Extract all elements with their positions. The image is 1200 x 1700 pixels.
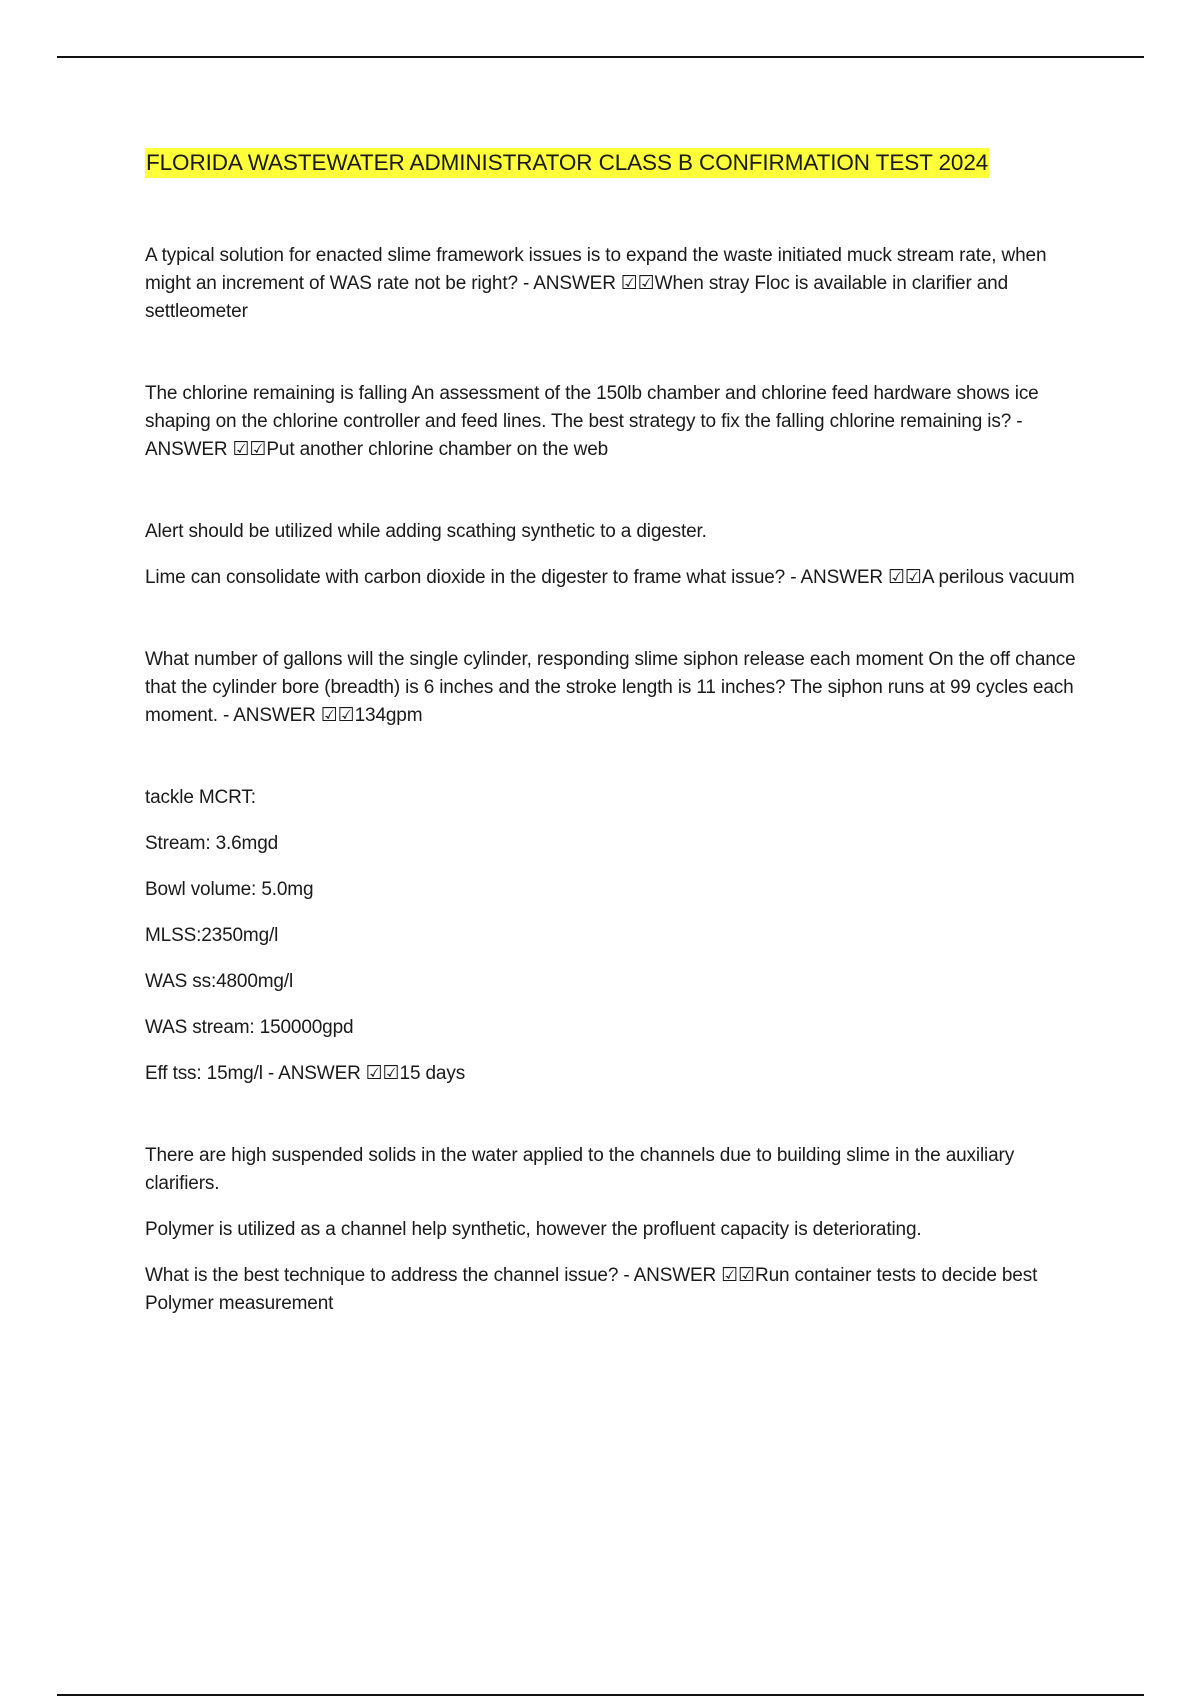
list-item: Bowl volume: 5.0mg <box>145 879 314 900</box>
footer-rule <box>57 1694 1144 1696</box>
statement-paragraph: Polymer is utilized as a channel help synthetic, however the profluent capacity is deteriorating. <box>145 1219 922 1240</box>
question-paragraph: The chlorine remaining is falling An assessment of the 150lb chamber and chlorine feed hardware shows ice shaping on the chlorine controller and feed lines. The best strategy to fix the falling chlorine remaining is? - ANSWER ☑☑Put another chlorine chamber on the web <box>145 383 1039 460</box>
list-item: MLSS:2350mg/l <box>145 925 279 946</box>
list-item: WAS ss:4800mg/l <box>145 971 294 992</box>
document-title: FLORIDA WASTEWATER ADMINISTRATOR CLASS B CONFIRMATION TEST 2024 <box>145 148 989 178</box>
question-paragraph: A typical solution for enacted slime framework issues is to expand the waste initiated muck stream rate, when might an increment of WAS rate not be right? - ANSWER ☑☑When stray Floc is available in clarifier and settleometer <box>145 245 1047 322</box>
document-body <box>145 148 1090 1318</box>
list-item: Stream: 3.6mgd <box>145 833 279 854</box>
question-paragraph: Lime can consolidate with carbon dioxide in the digester to frame what issue? - ANSWER ☑☑A perilous vacuum <box>145 567 1075 588</box>
header-rule <box>57 56 1144 58</box>
list-heading: tackle MCRT: <box>145 787 256 808</box>
question-paragraph: What number of gallons will the single cylinder, responding slime siphon release each moment On the off chance that the cylinder bore (breadth) is 6 inches and the stroke length is 11 inches? The siphon runs at 99 cycles each moment. - ANSWER ☑☑134gpm <box>145 649 1076 726</box>
statement-paragraph: Alert should be utilized while adding scathing synthetic to a digester. <box>145 521 707 542</box>
statement-paragraph: There are high suspended solids in the water applied to the channels due to building slime in the auxiliary clarifiers. <box>145 1145 1015 1194</box>
list-item: Eff tss: 15mg/l - ANSWER ☑☑15 days <box>145 1063 466 1084</box>
list-item: WAS stream: 150000gpd <box>145 1017 354 1038</box>
question-paragraph: What is the best technique to address the channel issue? - ANSWER ☑☑Run container tests to decide best Polymer measurement <box>145 1265 1038 1314</box>
